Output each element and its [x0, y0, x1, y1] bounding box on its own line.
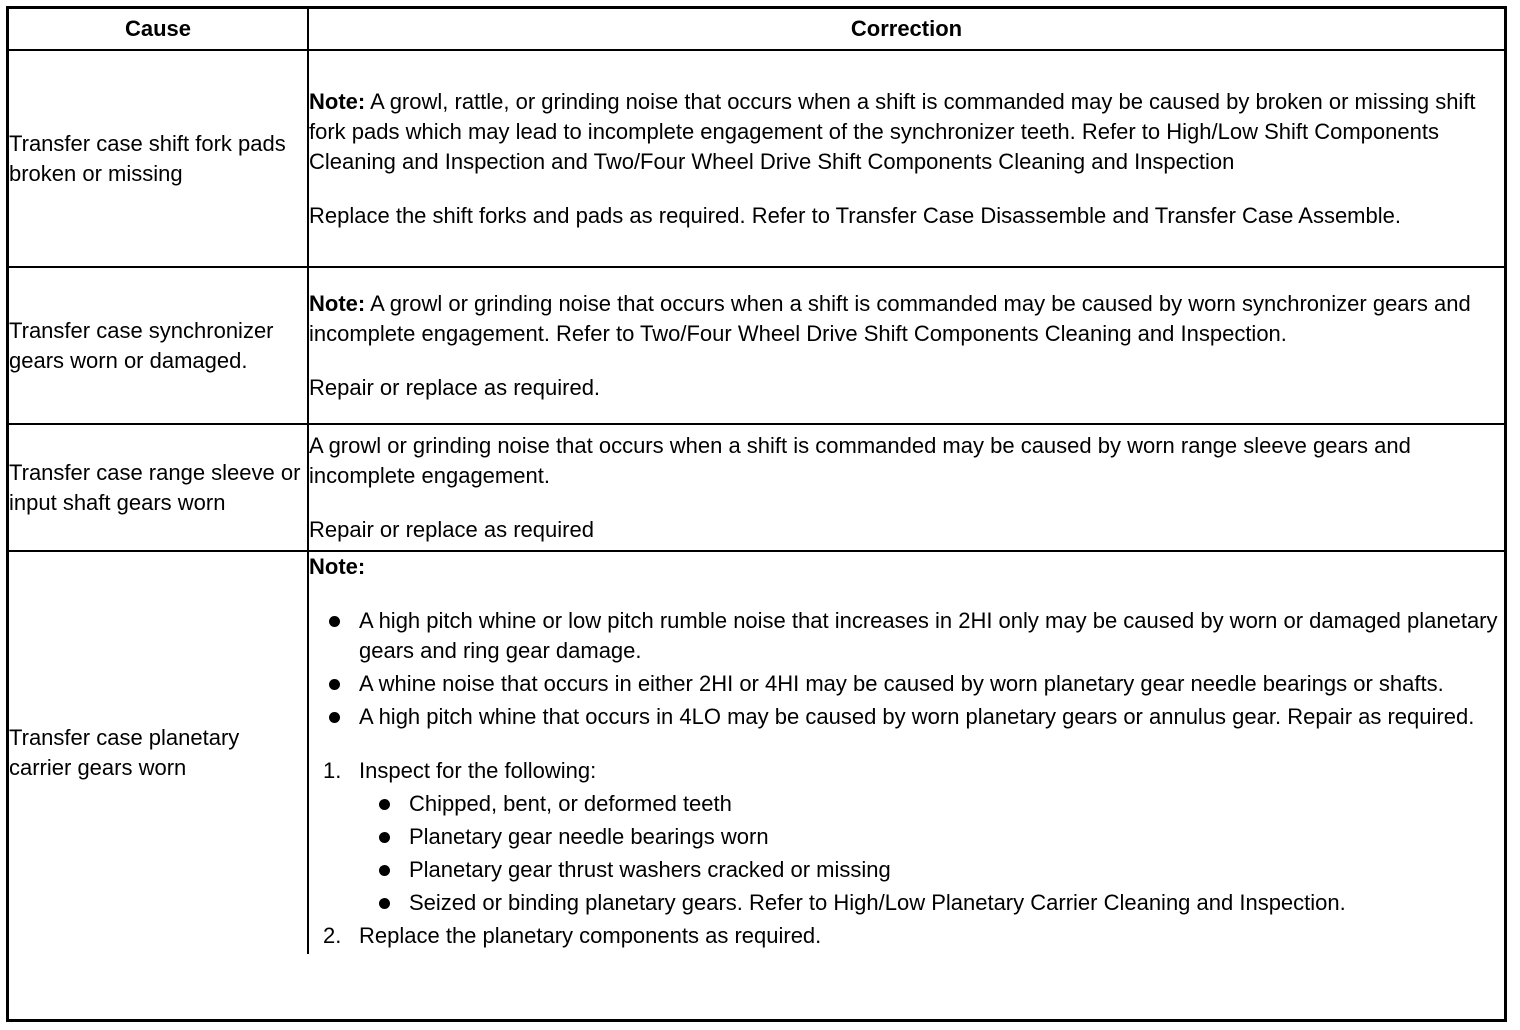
- bullet-icon: [379, 832, 390, 843]
- note-label: Note:: [309, 88, 366, 114]
- note-text: A growl, rattle, or grinding noise that occurs when a shift is commanded may be caused by broken or missing shift fork pads which may lead to incomplete engagement of the synchronizer teeth. Refer to High/Low Shift Components Cleaning and Inspection and Two/Four Wheel Drive Shift Components Cleaning and Inspection: [309, 88, 1476, 174]
- header-row: [9, 9, 1504, 50]
- header-correction: Correction: [308, 9, 1504, 50]
- step-item: [309, 756, 1504, 918]
- correction-cell: [308, 267, 1504, 424]
- cause-cell: Transfer case shift fork pads broken or missing: [9, 50, 308, 267]
- step-item: [309, 921, 1504, 951]
- action-text: Repair or replace as required.: [309, 374, 601, 400]
- list-item: Planetary gear needle bearings worn: [359, 822, 1504, 852]
- cause-cell: Transfer case range sleeve or input shaft gears worn: [9, 424, 308, 551]
- step-number: 2.: [323, 923, 342, 948]
- note-paragraph: [309, 87, 1504, 177]
- action-text: Replace the shift forks and pads as required. Refer to Transfer Case Disassemble and Transfer Case Assemble.: [309, 202, 1401, 228]
- table-row: [9, 424, 1504, 551]
- note-label: Note:: [309, 554, 366, 579]
- step-text: Replace the planetary components as required.: [359, 923, 822, 948]
- bullet-icon: [379, 799, 390, 810]
- note-paragraph: [309, 289, 1504, 349]
- correction-cell: [308, 50, 1504, 267]
- inspection-list: [359, 789, 1504, 918]
- step-list: [309, 756, 1504, 951]
- table-row: [9, 551, 1504, 954]
- correction-cell: [308, 551, 1504, 954]
- list-item: A high pitch whine or low pitch rumble noise that increases in 2HI only may be caused by worn or damaged planetary gears and ring gear damage.: [309, 606, 1504, 666]
- list-item: Seized or binding planetary gears. Refer to High/Low Planetary Carrier Cleaning and Inspection.: [359, 888, 1504, 918]
- cause-cell: Transfer case synchronizer gears worn or damaged.: [9, 267, 308, 424]
- list-item: A high pitch whine that occurs in 4LO may be caused by worn planetary gears or annulus gear. Repair as required.: [309, 702, 1504, 732]
- note-text: A growl or grinding noise that occurs when a shift is commanded may be caused by worn synchronizer gears and incomplete engagement. Refer to Two/Four Wheel Drive Shift Components Cleaning and Inspection.: [309, 290, 1471, 346]
- description-text: A growl or grinding noise that occurs when a shift is commanded may be caused by worn range sleeve gears and incomplete engagement.: [309, 432, 1411, 488]
- table-row: [9, 267, 1504, 424]
- list-item: Planetary gear thrust washers cracked or missing: [359, 855, 1504, 885]
- bullet-icon: [329, 616, 340, 627]
- step-number: 1.: [323, 758, 342, 783]
- cause-cell: Transfer case planetary carrier gears worn: [9, 551, 308, 954]
- bullet-icon: [379, 865, 390, 876]
- table-row: [9, 50, 1504, 267]
- bullet-icon: [329, 679, 340, 690]
- note-bullet-list: [309, 606, 1504, 732]
- correction-cell: [308, 424, 1504, 551]
- action-text: Repair or replace as required: [309, 516, 594, 542]
- note-label: Note:: [309, 290, 366, 316]
- diagnostic-table-frame: [6, 6, 1507, 1022]
- list-item: A whine noise that occurs in either 2HI or 4HI may be caused by worn planetary gear needle bearings or shafts.: [309, 669, 1504, 699]
- bullet-icon: [329, 712, 340, 723]
- header-cause: Cause: [9, 9, 308, 50]
- diagnostic-table: [9, 9, 1504, 954]
- list-item: Chipped, bent, or deformed teeth: [359, 789, 1504, 819]
- step-text: Inspect for the following:: [359, 758, 597, 783]
- bullet-icon: [379, 898, 390, 909]
